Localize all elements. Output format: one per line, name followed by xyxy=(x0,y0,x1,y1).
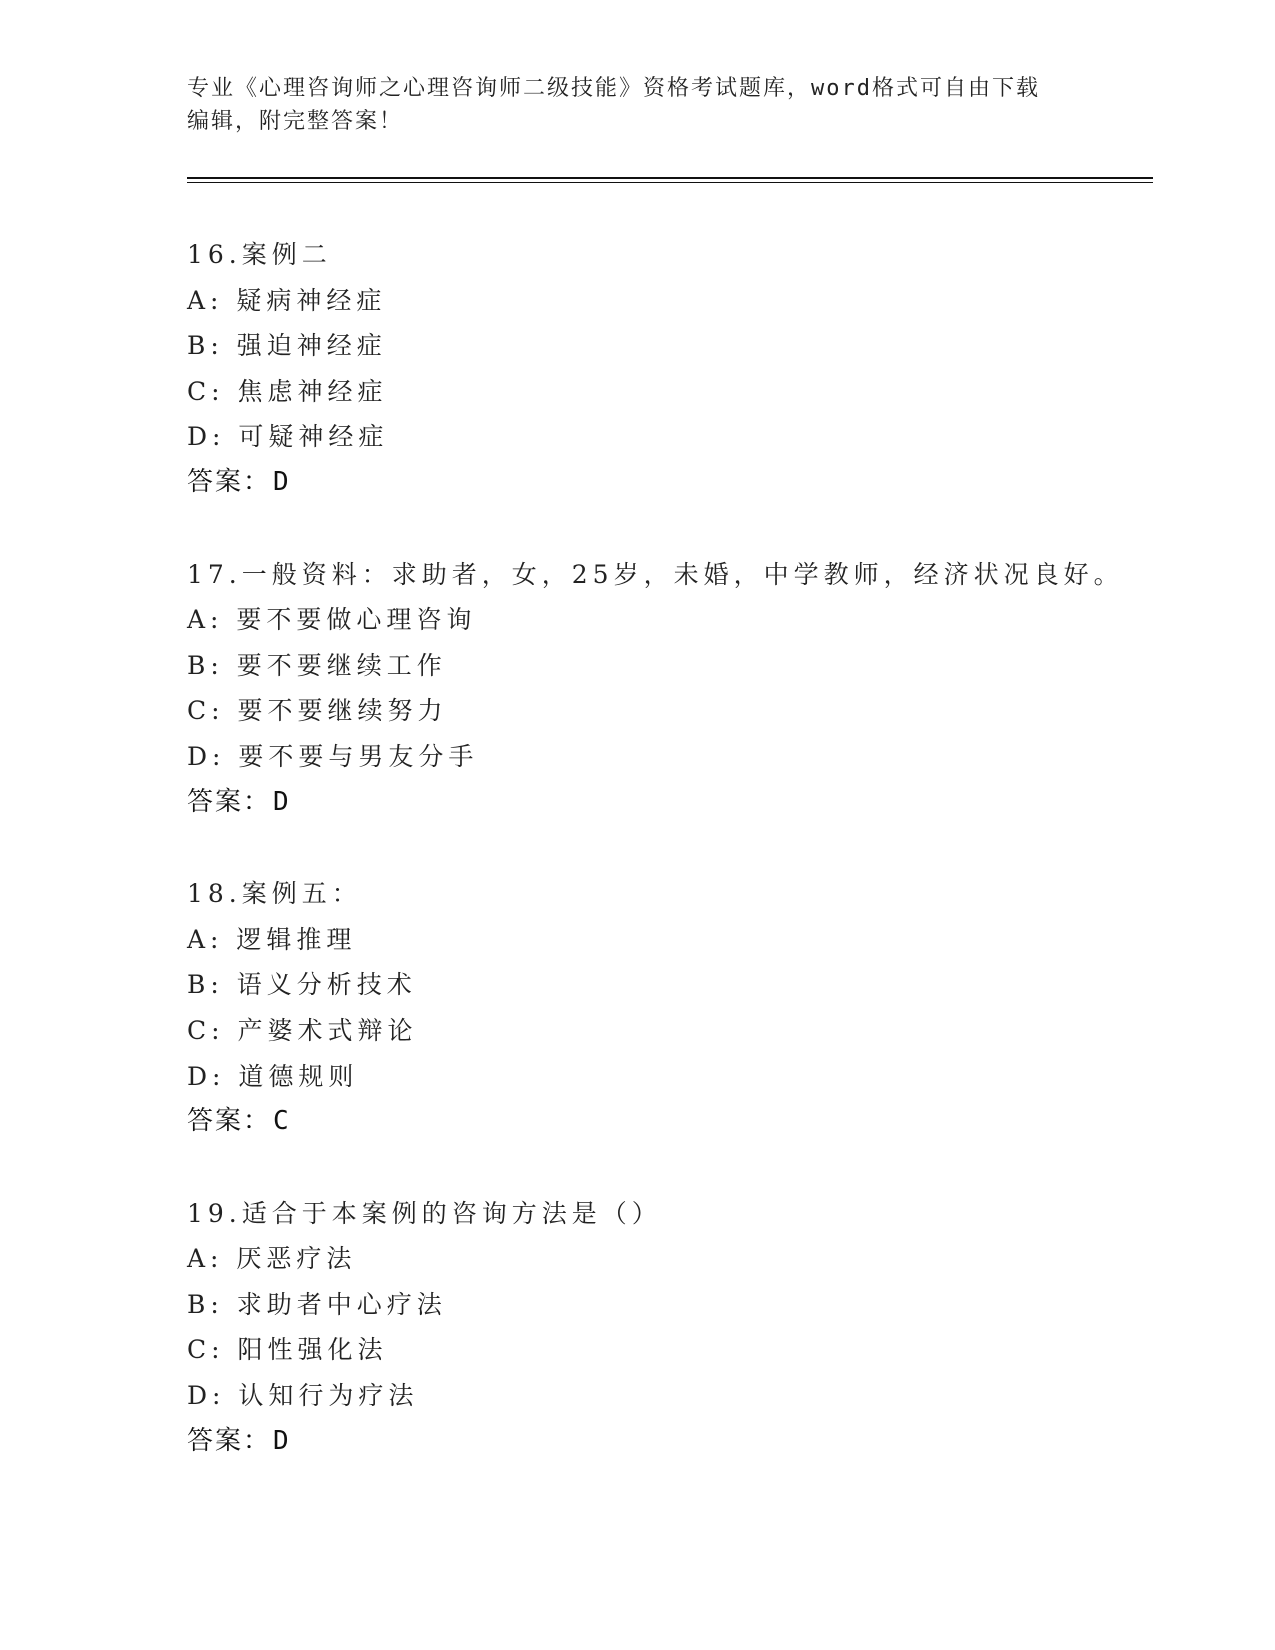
option-a: A: 要不要做心理咨询 xyxy=(187,605,477,635)
answer-label: 答案： xyxy=(187,466,272,497)
option-d: D: 要不要与男友分手 xyxy=(187,741,479,771)
option-b: B: 强迫神经症 xyxy=(187,331,387,361)
question-stem: 19.适合于本案例的咨询方法是（） xyxy=(187,1198,662,1228)
option-b: B: 要不要继续工作 xyxy=(187,650,447,680)
answer-label: 答案： xyxy=(187,786,272,817)
answer-line xyxy=(187,460,1167,506)
option-a: A: 逻辑推理 xyxy=(187,924,357,954)
option-c: C: 产婆术式辩论 xyxy=(187,1015,418,1045)
answer-line xyxy=(187,1099,1167,1145)
answer-value: D xyxy=(273,786,289,817)
option-d: D: 可疑神经症 xyxy=(187,422,389,452)
question-18 xyxy=(187,871,1167,1145)
header-line-2: 编辑，附完整答案！ xyxy=(187,109,404,134)
question-16 xyxy=(187,232,1167,506)
header-line-1: 专业《心理咨询师之心理咨询师二级技能》资格考试题库，word格式可自由下载 xyxy=(187,76,1040,101)
option-a: A: 厌恶疗法 xyxy=(187,1244,357,1274)
answer-line xyxy=(187,1419,1167,1465)
document-header xyxy=(187,72,1067,138)
option-d: D: 道德规则 xyxy=(187,1061,359,1091)
option-b: B: 求助者中心疗法 xyxy=(187,1289,447,1319)
option-a: A: 疑病神经症 xyxy=(187,285,387,315)
question-stem: 18.案例五： xyxy=(187,879,362,909)
question-19 xyxy=(187,1191,1167,1465)
question-stem: 17.一般资料：求助者，女，25岁，未婚，中学教师，经济状况良好。 xyxy=(187,559,1124,589)
answer-line xyxy=(187,780,1167,826)
question-list xyxy=(187,232,1167,1510)
option-c: C: 焦虑神经症 xyxy=(187,376,388,406)
answer-label: 答案： xyxy=(187,1425,272,1456)
option-c: C: 要不要继续努力 xyxy=(187,696,448,726)
question-stem: 16.案例二 xyxy=(187,240,332,269)
question-17 xyxy=(187,552,1167,826)
answer-label: 答案： xyxy=(187,1106,272,1137)
answer-value: C xyxy=(273,1106,289,1137)
header-divider-thick xyxy=(187,177,1153,179)
header-divider-thin xyxy=(187,182,1153,183)
option-d: D: 认知行为疗法 xyxy=(187,1381,419,1411)
option-b: B: 语义分析技术 xyxy=(187,970,417,1000)
option-c: C: 阳性强化法 xyxy=(187,1335,388,1365)
answer-value: D xyxy=(273,1425,289,1456)
answer-value: D xyxy=(273,466,289,497)
